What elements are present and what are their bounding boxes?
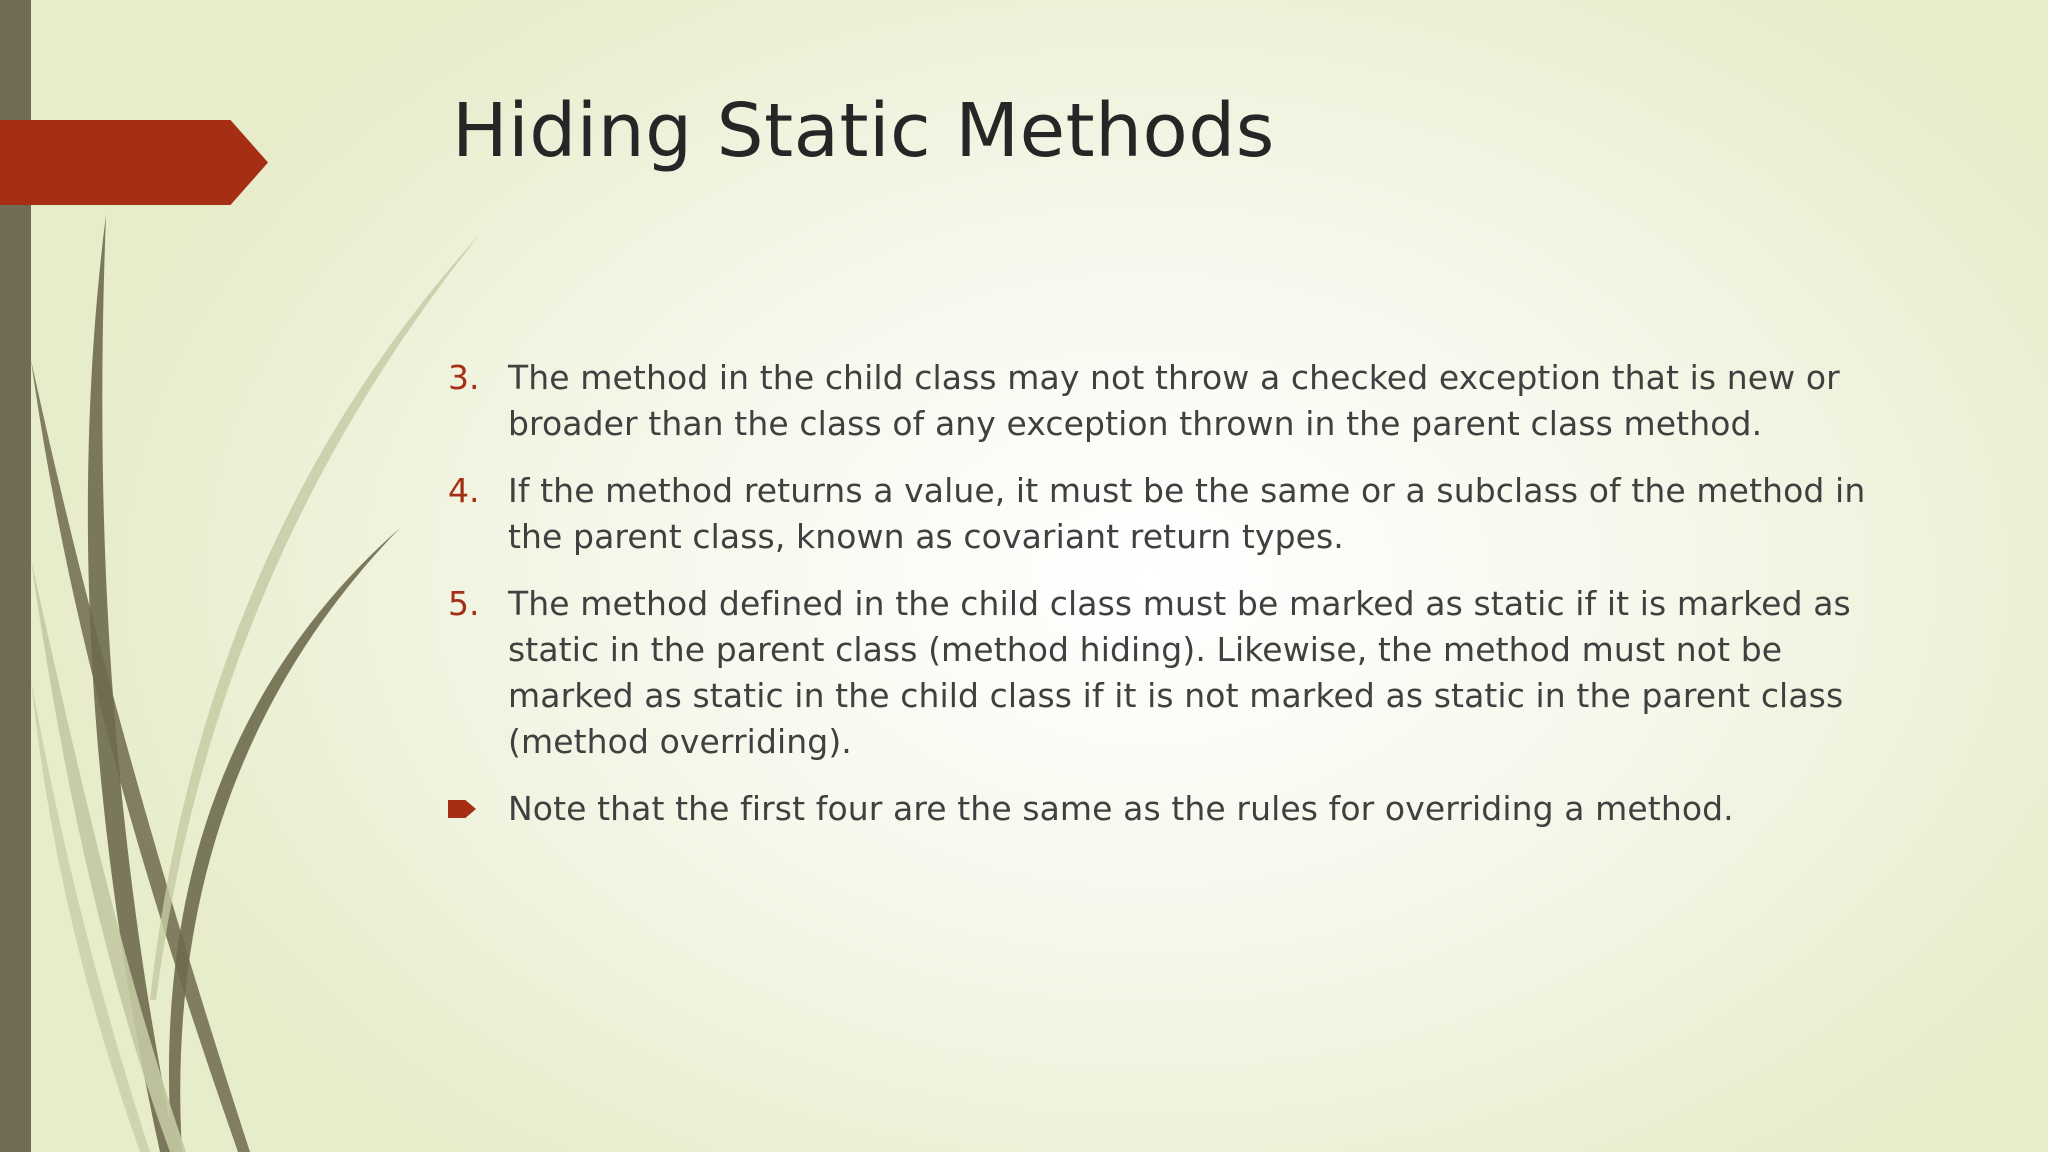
list-number: 4. xyxy=(448,471,480,510)
rules-list xyxy=(448,355,1888,853)
list-bullet xyxy=(448,786,508,818)
list-item xyxy=(448,355,1888,447)
list-item xyxy=(448,468,1888,560)
list-number: 5. xyxy=(448,584,480,623)
list-item xyxy=(448,581,1888,765)
list-item-text: The method in the child class may not throw a checked exception that is new or broader than the class of any exception thrown in the parent class method. xyxy=(508,358,1840,443)
arrow-bullet-icon xyxy=(448,800,476,818)
list-item xyxy=(448,786,1888,832)
slide-title: Hiding Static Methods xyxy=(452,88,1275,174)
list-item-text: If the method returns a value, it must be the same or a subclass of the method in the parent class, known as covariant return types. xyxy=(508,471,1866,556)
list-item-text: The method defined in the child class must be marked as static if it is marked as static in the parent class (method hiding). Likewise, the method must not be marked as static in the child class if it is not marked as static in the parent class (method overriding). xyxy=(508,584,1851,761)
title-accent-arrow xyxy=(0,120,268,205)
list-number: 3. xyxy=(448,358,480,397)
list-item-text: Note that the first four are the same as the rules for overriding a method. xyxy=(508,789,1734,828)
